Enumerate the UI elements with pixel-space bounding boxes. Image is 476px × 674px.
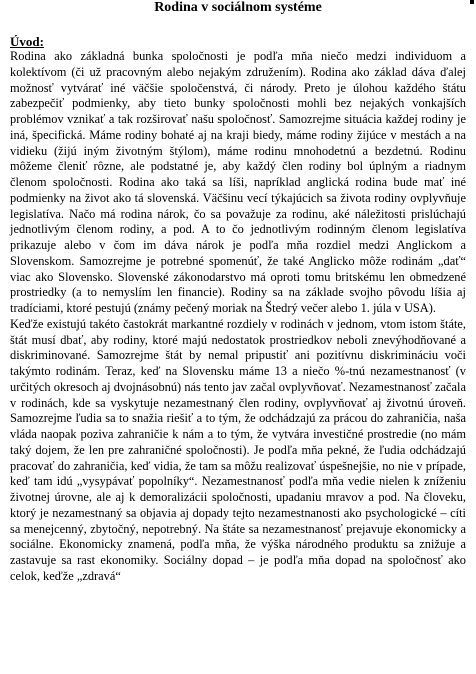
document-page: [10, 0, 466, 585]
paragraph-2: Keďže existujú takéto častokrát markantné rozdiely v rodinách v jednom, vtom istom štáte, štát musí dbať, aby rodiny, ktoré majú nedostatok prostriedkov neboli znevýhodňované a diskriminované. Samozrejme štát by nemal pripustiť ani pozitívnu diskrimináciu voči takýmto rodinám. Teraz, keď na Slovensku máme 13 a niečo %-tnú nezamestnanosť (v určitých okresoch aj dvojnásobnú) nás tento jav začal ovplyvňovať. Nezamestnanosť začala v rodinách, kde sa vyskytuje nezamestnaný člen rodiny, ovplyvňovať aj životnú úroveň. Samozrejme ľudia sa to snažia riešiť a to tým, že odchádzajú za prácou do zahraničia, naša vláda naopak poziva zahraničie k nám a to tým, že vytvára investičné prostredie (no mám taký dojem, že len pre zahraničné spoločnosti). Je podľa mňa pekné, že ľudia odchádzajú pracovať do zahraničia, keď vidia, že tam sa môžu realizovať úspešnejšie, no nie v prípade, keď tam idú „vysypávať popolníky“. Nezamestnanosť podľa mňa vedie nielen k zníženiu životnej úrovne, ale aj k demoralizácii spoločnosti, upadaniu mravov a pod. Na človeku, ktorý je nezamestnaný sa objavia aj dopady tejto nezamestnanosti ako psychologické – cíti sa menejcenný, zbytočný, nepotrebný. Na štáte sa nezamestnanosť prejavuje ekonomicky a sociálne. Ekonomicky znamená, podľa mňa, že výška národného produktu sa znižuje a zastavuje sa rast ekonomiky. Sociálny dopad – je podľa mňa dopad na spoločnosť ako celok, keďže „zdravá“: [10, 316, 466, 583]
page-corner-mark: [470, 0, 474, 4]
section-heading: Úvod:: [10, 34, 44, 49]
paragraph-1: Rodina ako základná bunka spoločnosti je podľa mňa niečo medzi individuom a kolektívom (či už pracovným alebo nejakým združením). Rodina ako základ dáva ďalej možnosť vytvárať iné väčšie spoločenstvá, či národy. Preto je úlohou každého štátu zabezpečiť podmienky, aby tieto bunky spoločnosti mohli bez nejakých vonkajších problémov vznikať a tak rozširovať našu spoločnosť. Samozrejme situácia každej rodiny je iná, špecifická. Máme rodiny bohaté aj na kraji biedy, máme rodiny žijúce v mestách a na vidieku (žijú iným životným štýlom), máme rodinu mnohodetnú a bezdetnú. Rodinu môžeme členiť rôzne, ale podstatné je, aby každý člen rodiny bol úplným a riadnym členom spoločnosti. Rodina ako taká sa líši, napríklad anglická rodina bude mať iné podmienky na život ako tá slovenská. Väčšinu vecí týkajúcich sa života rodiny ovplyvňuje legislatíva. Načo má rodina nárok, čo sa považuje za rodinu, aké náležitosti prislúchajú jednotlivým členom rodiny, a pod. A to čo jednotlivým rodinným členom legislatíva prikazuje alebo v čom im dáva nárok je podľa mňa rozdiel medzi Anglickom a Slovenskom. Samozrejme je potrebné spomenúť, že také Anglicko môže rodinám „dať“ viac ako Slovensko. Slovenské zákonodarstvo má oproti tomu britskému len obmedzené prostriedky (a to nemyslím len financie). Rodiny sa na základe svojho pôvodu líšia aj tradíciami, ktoré pestujú (známy pečený moriak na Štedrý večer alebo 1. júla v USA).: [10, 49, 466, 315]
document-title: Rodina v sociálnom systéme: [154, 0, 322, 15]
